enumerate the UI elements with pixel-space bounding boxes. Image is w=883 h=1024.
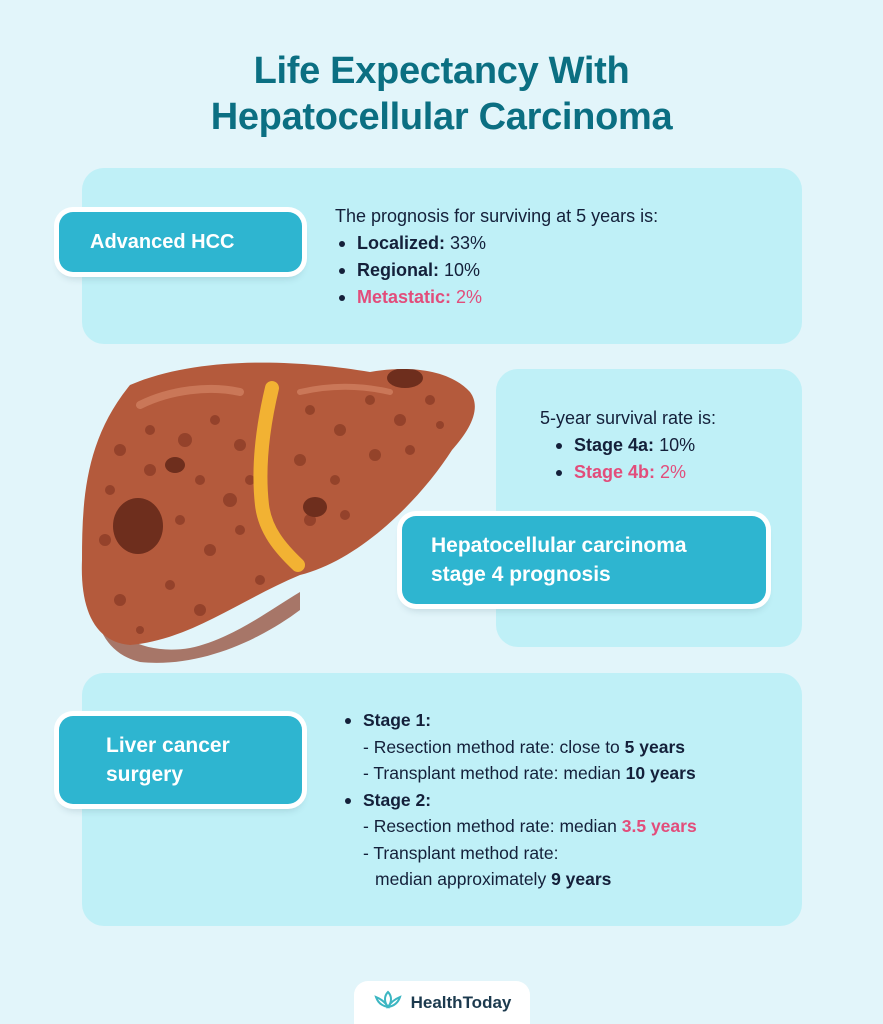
page-title-line-1: Life Expectancy With: [253, 50, 630, 92]
surgery-tag-line-2: surgery: [106, 763, 184, 786]
lotus-logo-icon: [373, 990, 403, 1015]
stage2-resection: - Resection method rate: median 3.5 years: [363, 816, 697, 836]
surgery-list: [341, 707, 791, 734]
surgery-tag: [59, 716, 302, 804]
list-item-stage-2: Stage 2:: [341, 787, 791, 814]
surgery-text: [341, 707, 791, 893]
stage4-list: [552, 432, 780, 486]
stage4-prognosis-tag: [402, 516, 766, 604]
list-item-highlight: Stage 4b: 2%: [552, 459, 780, 486]
brand-name: HealthToday: [410, 992, 512, 1012]
list-item-highlight: Metastatic: 2%: [335, 284, 775, 311]
stage4-tag-line-1: Hepatocellular carcinoma: [431, 534, 687, 557]
list-item: Stage 4a: 10%: [552, 432, 780, 459]
advanced-hcc-tag-label: Advanced HCC: [90, 230, 235, 253]
stage4-intro: 5-year survival rate is:: [540, 408, 717, 428]
list-item: Localized: 33%: [335, 230, 775, 257]
surgery-list-2: [341, 787, 791, 814]
stage1-resection: - Resection method rate: close to 5 years: [363, 736, 685, 757]
stage2-transplant: - Transplant method rate:: [363, 842, 559, 863]
brand-logo: [354, 981, 530, 1024]
stage2-transplant-cont: median approximately 9 years: [375, 869, 612, 889]
list-item: Regional: 10%: [335, 257, 775, 284]
surgery-tag-line-1: Liver cancer: [106, 734, 230, 757]
stage4-tag-line-2: stage 4 prognosis: [431, 563, 611, 586]
page-title-line-2: Hepatocellular Carcinoma: [210, 96, 673, 138]
advanced-hcc-intro: The prognosis for surviving at 5 years is:: [335, 206, 659, 226]
stage1-transplant: - Transplant method rate: median 10 years: [363, 763, 696, 783]
list-item-stage-1: Stage 1:: [341, 707, 791, 734]
stage4-text: [540, 405, 780, 486]
